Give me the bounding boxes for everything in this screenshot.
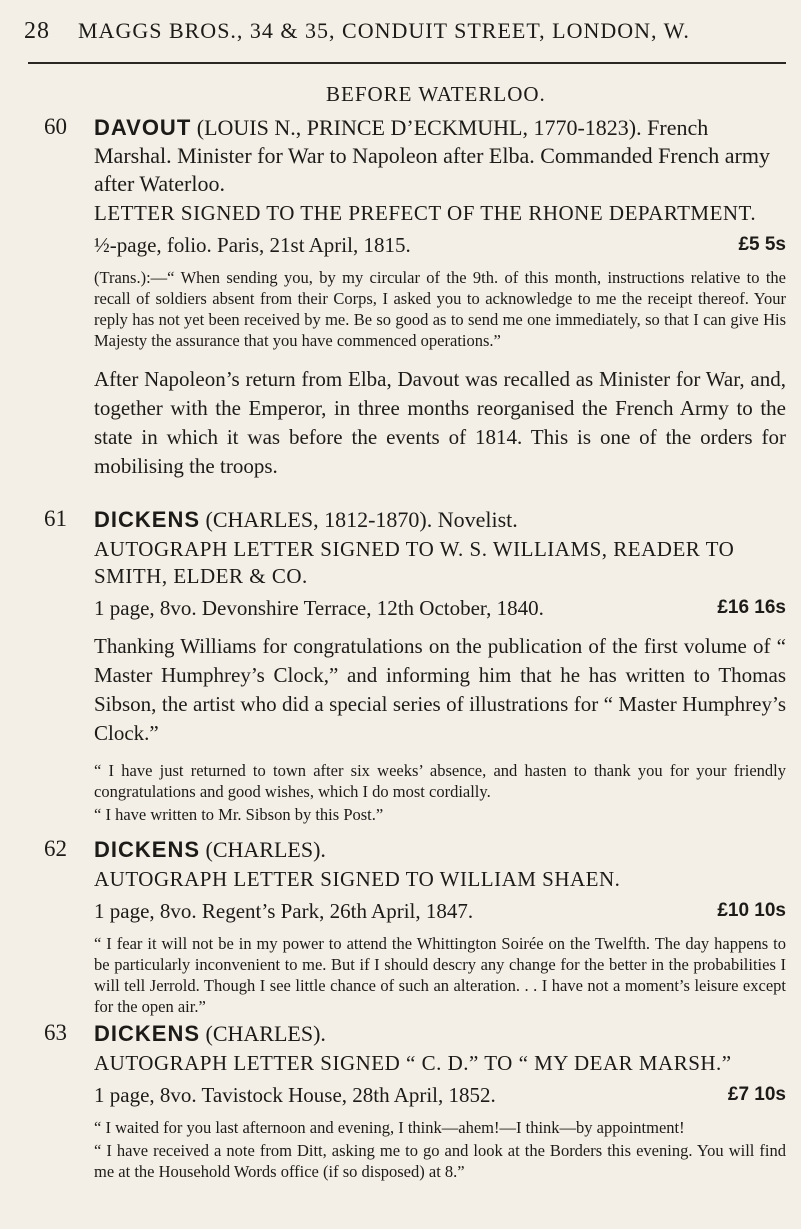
entry-number: 60	[44, 114, 67, 139]
entry-note: Thanking Williams for congratulations on the publication of the first volume of “ Master Humphrey’s Clock,” and informing him that he has written to Thomas Sibson, the artist who did a special series of illustrations for “ Master Humphrey’s Clock.”	[94, 634, 786, 745]
entry-name: DICKENS	[94, 837, 201, 862]
publisher-line: MAGGS BROS., 34 & 35, CONDUIT STREET, LONDON, W.	[78, 18, 690, 43]
catalogue-entry-63	[44, 1020, 786, 1182]
page-header	[24, 18, 784, 45]
catalogue-entry-61	[44, 506, 786, 825]
entry-details-row	[94, 897, 786, 925]
entry-details-row	[94, 1081, 786, 1109]
entry-quote: “ I have received a note from Ditt, asking me to go and look at the Borders this evening. You will find me at the Household Words office (if so disposed) at 8.”	[94, 1141, 786, 1181]
entry-quote: (Trans.):—“ When sending you, by my circular of the 9th. of this month, instructions relative to the recall of soldiers absent from their Corps, I asked you to acknowledge to me the receipt thereof. Your reply has not yet been received by me. Be so good as to send me one immediately, so that I can give His Majesty the assurance that you have commenced operations.”	[94, 268, 786, 350]
entry-details-row	[94, 594, 786, 622]
entry-number: 63	[44, 1020, 67, 1045]
entry-description: (LOUIS N., PRINCE D’ECKMUHL, 1770-1823). French Marshal. Minister for War to Napoleon after Elba. Commanded French army after Waterloo.	[94, 115, 770, 196]
entry-description: (CHARLES, 1812-1870). Novelist.	[200, 507, 518, 532]
catalogue-entry-62	[44, 836, 786, 1017]
entry-price: £7 10s	[727, 1084, 786, 1105]
entry-lead	[94, 1020, 786, 1048]
catalogue-entry-60	[44, 114, 786, 481]
entry-price: £16 16s	[717, 597, 786, 618]
entry-title: AUTOGRAPH LETTER SIGNED TO W. S. WILLIAMS, READER TO SMITH, ELDER & CO.	[94, 537, 735, 588]
entry-number: 61	[44, 506, 67, 531]
section-title: BEFORE WATERLOO.	[326, 82, 546, 106]
entry-title: LETTER SIGNED TO THE PREFECT OF THE RHONE DEPARTMENT.	[94, 201, 757, 225]
entry-description: (CHARLES).	[200, 837, 326, 862]
entry-name: DICKENS	[94, 507, 201, 532]
entry-title: AUTOGRAPH LETTER SIGNED TO WILLIAM SHAEN.	[94, 867, 621, 891]
entry-details-row	[94, 231, 786, 259]
entry-quote: “ I have written to Mr. Sibson by this Post.”	[94, 805, 384, 824]
entry-note: After Napoleon’s return from Elba, Davout was recalled as Minister for War, and, together with the Emperor, in three months reorganised the French Army to the state in which it was before the events of 1814. This is one of the orders for mobilising the troops.	[94, 367, 786, 478]
entry-details: 1 page, 8vo. Tavistock House, 28th April, 1852.	[94, 1083, 496, 1107]
entry-details: 1 page, 8vo. Regent’s Park, 26th April, 1847.	[94, 899, 474, 923]
entry-name: DAVOUT	[94, 115, 192, 140]
entry-name: DICKENS	[94, 1021, 201, 1046]
entry-quote: “ I fear it will not be in my power to attend the Whittington Soirée on the Twelfth. The day happens to be particularly inconvenient to me. But if I should descry any change for the better in the probabilities I will tell Jerrold. Though I see little chance of such an alteration. . . I have not a moment’s leisure except for the open air.”	[94, 934, 786, 1016]
entry-quote: “ I waited for you last afternoon and evening, I think—ahem!—I think—by appointment!	[94, 1118, 685, 1137]
entry-details: 1 page, 8vo. Devonshire Terrace, 12th October, 1840.	[94, 596, 544, 620]
entry-lead	[94, 836, 786, 864]
entry-description: (CHARLES).	[200, 1021, 326, 1046]
entry-price: £10 10s	[717, 900, 786, 921]
entry-price: £5 5s	[738, 234, 786, 255]
entry-lead	[94, 114, 786, 198]
entry-lead	[94, 506, 786, 534]
page-number: 28	[24, 18, 50, 44]
entry-details: ½-page, folio. Paris, 21st April, 1815.	[94, 233, 411, 257]
header-rule	[28, 62, 786, 64]
entry-title: AUTOGRAPH LETTER SIGNED “ C. D.” TO “ MY DEAR MARSH.”	[94, 1051, 732, 1075]
entry-quote: “ I have just returned to town after six weeks’ absence, and hasten to thank you for your friendly congratulations and good wishes, which I do most cordially.	[94, 761, 786, 801]
entry-number: 62	[44, 836, 67, 861]
